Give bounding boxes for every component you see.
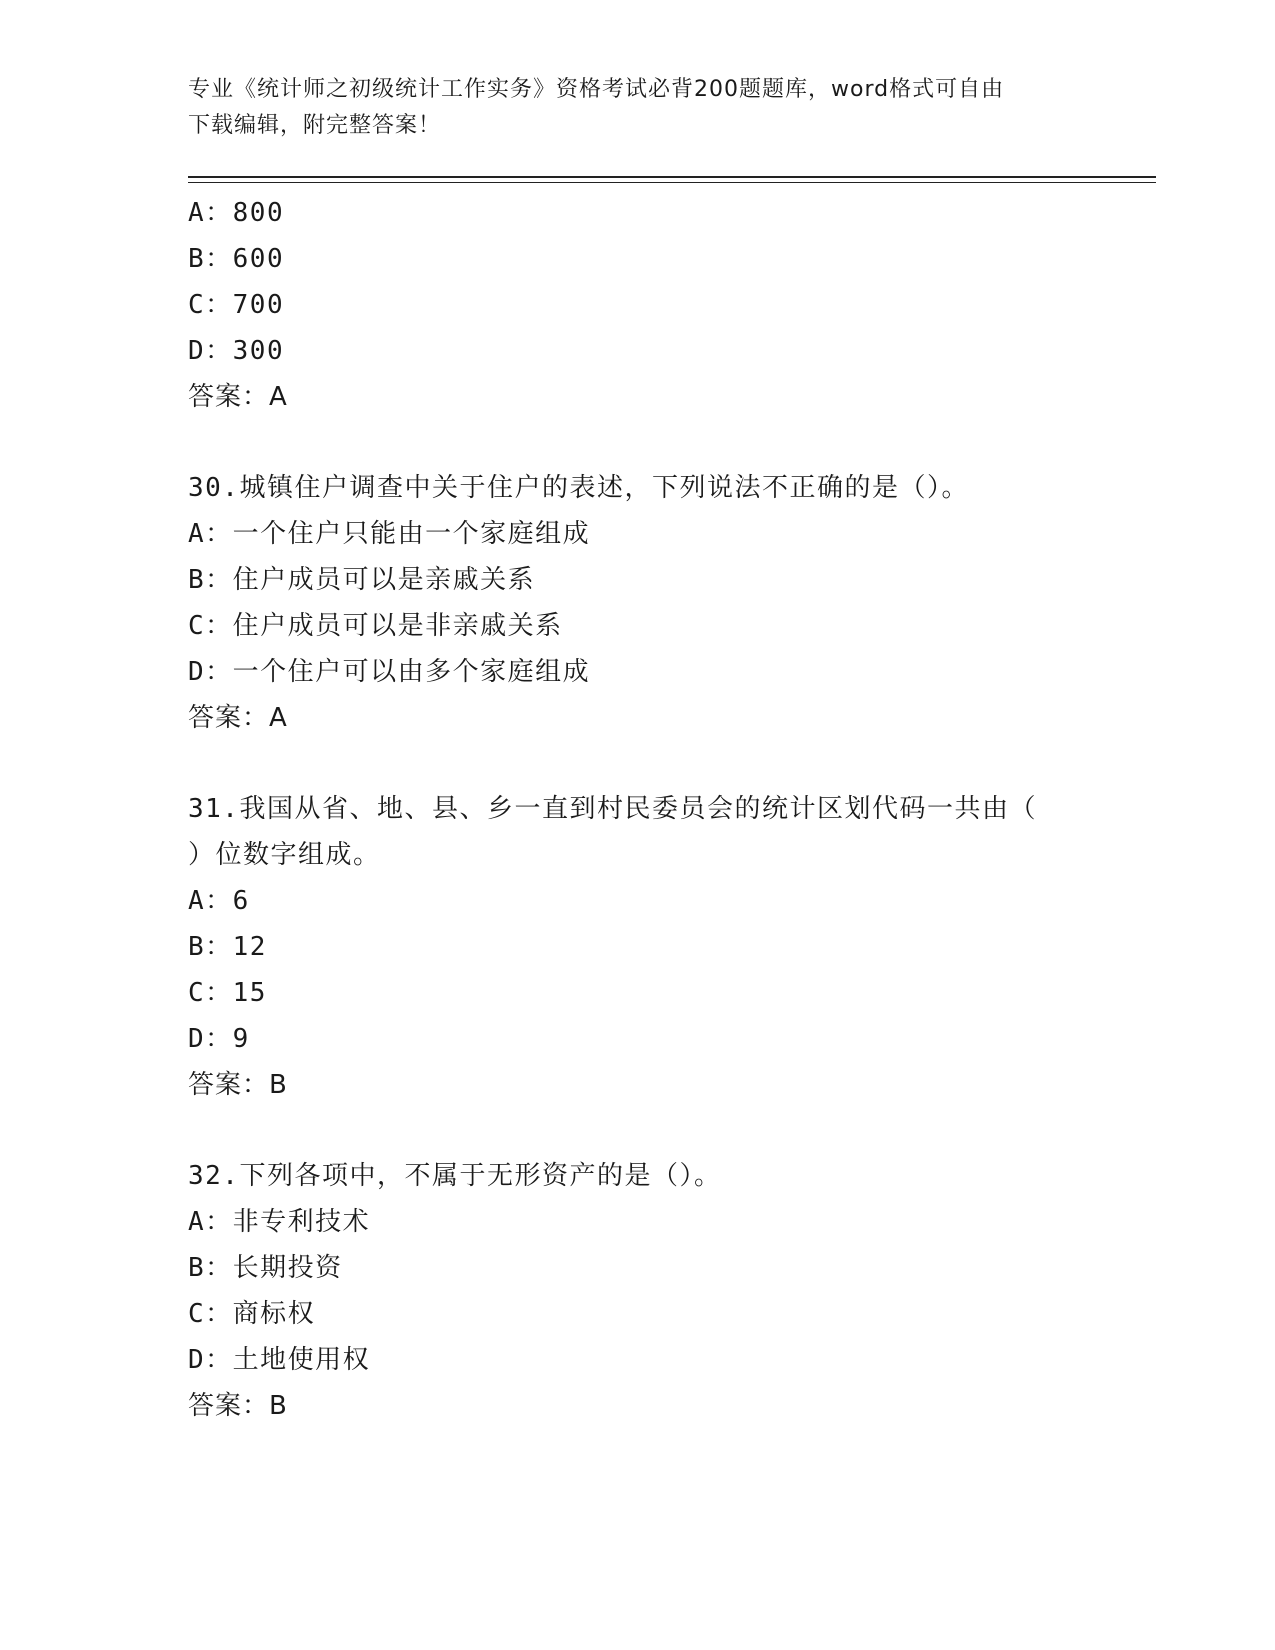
header-divider-top — [188, 176, 1156, 178]
question-text: 30.城镇住户调查中关于住户的表述，下列说法不正确的是（）。 — [188, 473, 969, 503]
header-divider-bottom — [188, 182, 1156, 183]
answer-line: 答案：B — [188, 1070, 288, 1100]
option-c: C：住户成员可以是非亲戚关系 — [188, 611, 563, 641]
question-text-line-2: ）位数字组成。 — [188, 840, 381, 870]
answer-line: 答案：A — [188, 382, 288, 412]
option-a: A：一个住户只能由一个家庭组成 — [188, 519, 591, 549]
option-c: C：700 — [188, 290, 285, 320]
option-b: B：长期投资 — [188, 1253, 343, 1283]
option-d: D：土地使用权 — [188, 1345, 371, 1375]
answer-line: 答案：A — [188, 703, 288, 733]
question-block-30 — [188, 465, 1088, 741]
option-a: A：6 — [188, 886, 250, 916]
option-b: B：12 — [188, 932, 267, 962]
question-text-line-1: 31.我国从省、地、县、乡一直到村民委员会的统计区划代码一共由（ — [188, 794, 1037, 824]
option-d: D：一个住户可以由多个家庭组成 — [188, 657, 591, 687]
option-d: D：9 — [188, 1024, 250, 1054]
question-block-31 — [188, 786, 1088, 1108]
option-c: C：商标权 — [188, 1299, 316, 1329]
option-d: D：300 — [188, 336, 285, 366]
header-line-2: 下载编辑，附完整答案！ — [188, 113, 442, 138]
option-b: B：600 — [188, 244, 285, 274]
question-list — [188, 190, 1088, 1429]
spacer — [188, 420, 1088, 465]
question-text: 32.下列各项中，不属于无形资产的是（）。 — [188, 1161, 722, 1191]
header-line-1: 专业《统计师之初级统计工作实务》资格考试必背200题题库，word格式可自由 — [188, 77, 1005, 102]
option-a: A：800 — [188, 198, 285, 228]
question-block-32 — [188, 1153, 1088, 1429]
answer-line: 答案：B — [188, 1391, 288, 1421]
document-header — [188, 72, 1068, 144]
spacer — [188, 741, 1088, 786]
question-block-29 — [188, 190, 1088, 420]
option-a: A：非专利技术 — [188, 1207, 371, 1237]
option-c: C：15 — [188, 978, 267, 1008]
spacer — [188, 1108, 1088, 1153]
option-b: B：住户成员可以是亲戚关系 — [188, 565, 536, 595]
